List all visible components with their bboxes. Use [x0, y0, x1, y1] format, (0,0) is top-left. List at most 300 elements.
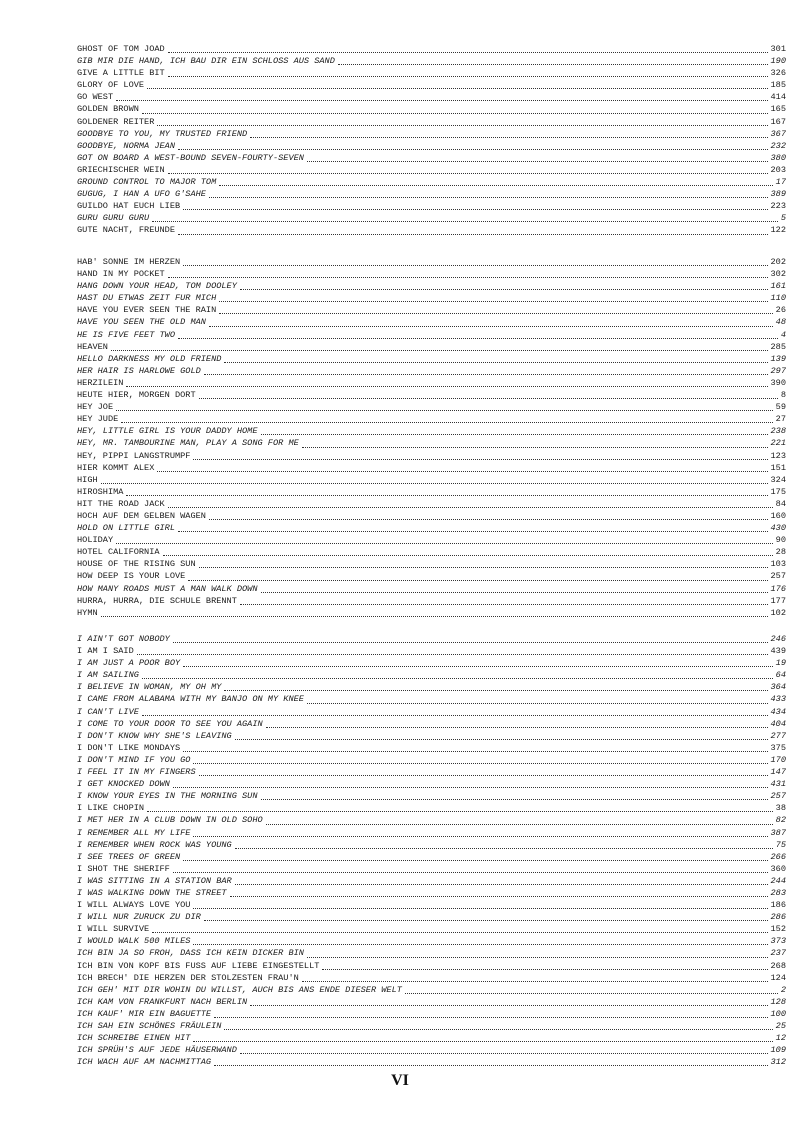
index-entry: [77, 188, 786, 200]
entry-title: I CAN'T LIVE: [77, 706, 139, 717]
entry-title: I COME TO YOUR DOOR TO SEE YOU AGAIN: [77, 718, 263, 729]
entry-title: HEY, MR. TAMBOURINE MAN, PLAY A SONG FOR ME: [77, 438, 299, 449]
entry-title: GRIECHISCHER WEIN: [77, 164, 165, 175]
index-entry: [77, 329, 786, 341]
dot-leader: [168, 76, 768, 77]
entry-page-number: 103: [770, 559, 786, 570]
index-entry: [77, 377, 786, 389]
index-entry: [77, 425, 786, 437]
entry-title: I FEEL IT IN MY FINGERS: [77, 767, 196, 778]
entry-title: I WILL SURVIVE: [77, 924, 150, 935]
entry-title: ICH KAUF' MIR EIN BAGUETTE: [77, 1008, 212, 1019]
dot-leader: [235, 848, 773, 849]
entry-title: HEY JOE: [77, 402, 114, 413]
dot-leader: [126, 495, 767, 496]
index-entry: [77, 1044, 786, 1056]
dot-leader: [240, 289, 768, 290]
entry-page-number: 27: [775, 414, 786, 425]
dot-leader: [302, 981, 768, 982]
dot-leader: [235, 884, 768, 885]
entry-title: GOT ON BOARD A WEST-BOUND SEVEN-FOURTY-SEVEN: [77, 152, 304, 163]
index-entry: [77, 510, 786, 522]
entry-page-number: 202: [770, 257, 786, 267]
index-entry: [77, 268, 786, 280]
entry-page-number: 373: [770, 936, 786, 947]
entry-page-number: 190: [770, 56, 786, 67]
entry-title: ICH SAH EIN SCHÖNES FRÄULEIN: [77, 1021, 222, 1031]
index-entry: [77, 437, 786, 449]
entry-page-number: 364: [770, 682, 786, 693]
dot-leader: [116, 543, 773, 544]
entry-title: HOUSE OF THE RISING SUN: [77, 559, 196, 570]
entry-title: GIB MIR DIE HAND, ICH BAU DIR EIN SCHLOSS AUS SAND: [77, 56, 335, 67]
index-entry: [77, 657, 786, 669]
entry-page-number: 439: [770, 646, 786, 657]
entry-title: HEY JUDE: [77, 414, 119, 425]
entry-title: GUGUG, I HAN A UFO G'SAHE: [77, 189, 206, 200]
entry-page-number: 232: [770, 140, 786, 151]
entry-title: I DON'T LIKE MONDAYS: [77, 742, 181, 753]
index-entry: [77, 827, 786, 839]
dot-leader: [101, 483, 768, 484]
dot-leader: [209, 197, 768, 198]
dot-leader: [152, 932, 767, 933]
entry-page-number: 28: [775, 547, 786, 558]
dot-leader: [209, 326, 773, 327]
entry-title: I AIN'T GOT NOBODY: [77, 634, 170, 644]
dot-leader: [224, 362, 767, 363]
index-entry: [77, 790, 786, 802]
entry-title: ICH WACH AUF AM NACHMITTAG: [77, 1057, 212, 1068]
entry-title: I REMEMBER WHEN ROCK WAS YOUNG: [77, 839, 232, 850]
entry-page-number: 19: [775, 658, 786, 669]
entry-page-number: 4: [780, 329, 786, 340]
index-entry: [77, 474, 786, 486]
index-entry: [77, 923, 786, 935]
dot-leader: [178, 338, 778, 339]
entry-title: I KNOW YOUR EYES IN THE MORNING SUN: [77, 791, 258, 802]
index-entry: [77, 280, 786, 292]
dot-leader: [142, 678, 773, 679]
entry-page-number: 152: [770, 924, 786, 935]
index-section-h: [77, 256, 786, 619]
index-entry: [77, 224, 786, 236]
index-entry: [77, 140, 786, 152]
dot-leader: [126, 386, 767, 387]
index-entry: [77, 960, 786, 972]
entry-title: ICH KAM VON FRANKFURT NACH BERLIN: [77, 996, 248, 1007]
dot-leader: [168, 277, 768, 278]
entry-page-number: 326: [770, 68, 786, 79]
entry-title: HIROSHIMA: [77, 486, 124, 497]
entry-title: ICH BIN VON KOPF BIS FUSS AUF LIEBE EINGESTELLT: [77, 960, 320, 971]
index-entry: [77, 972, 786, 984]
entry-title: HERZILEIN: [77, 377, 124, 388]
dot-leader: [137, 654, 768, 655]
entry-title: HOCH AUF DEM GELBEN WAGEN: [77, 510, 206, 521]
dot-leader: [261, 799, 768, 800]
dot-leader: [240, 604, 768, 605]
entry-title: I SHOT THE SHERIFF: [77, 863, 170, 874]
entry-title: ICH SPRÜH'S AUF JEDE HÄUSERWAND: [77, 1045, 237, 1056]
entry-title: I LIKE CHOPIN: [77, 803, 145, 814]
dot-leader: [322, 969, 767, 970]
entry-title: HAVE YOU EVER SEEN THE RAIN: [77, 305, 217, 316]
index-entry: [77, 742, 786, 754]
dot-leader: [173, 787, 768, 788]
entry-page-number: 297: [770, 365, 786, 376]
entry-page-number: 122: [770, 225, 786, 236]
index-entry: [77, 984, 786, 996]
entry-page-number: 59: [775, 402, 786, 413]
entry-title: I WAS SITTING IN A STATION BAR: [77, 875, 232, 886]
dot-leader: [209, 519, 768, 520]
entry-page-number: 48: [775, 317, 786, 328]
dot-leader: [116, 100, 767, 101]
index-entry: [77, 802, 786, 814]
entry-page-number: 17: [775, 177, 786, 188]
index-entry: [77, 558, 786, 570]
entry-page-number: 124: [770, 972, 786, 983]
entry-title: GO WEST: [77, 92, 114, 103]
entry-page-number: 431: [770, 779, 786, 790]
dot-leader: [173, 872, 768, 873]
entry-title: I WAS WALKING DOWN THE STREET: [77, 887, 227, 898]
dot-leader: [193, 944, 767, 945]
entry-page-number: 185: [770, 80, 786, 91]
index-entry: [77, 814, 786, 826]
entry-page-number: 5: [780, 213, 786, 224]
dot-leader: [193, 763, 767, 764]
entry-title: GUILDO HAT EUCH LIEB: [77, 201, 181, 212]
index-entry: [77, 401, 786, 413]
entry-title: HOLD ON LITTLE GIRL: [77, 523, 175, 534]
dot-leader: [219, 301, 767, 302]
entry-title: I CAME FROM ALABAMA WITH MY BANJO ON MY KNEE: [77, 694, 304, 705]
index-entry: [77, 778, 786, 790]
entry-page-number: 390: [770, 377, 786, 388]
entry-page-number: 151: [770, 462, 786, 473]
entry-title: HAND IN MY POCKET: [77, 269, 165, 280]
index-entry: [77, 875, 786, 887]
index-entry: [77, 935, 786, 947]
entry-title: I AM I SAID: [77, 646, 134, 657]
entry-page-number: 389: [770, 189, 786, 200]
entry-page-number: 404: [770, 718, 786, 729]
index-entry: [77, 67, 786, 79]
entry-page-number: 165: [770, 104, 786, 115]
index-entry: [77, 353, 786, 365]
dot-leader: [168, 173, 768, 174]
entry-title: ICH SCHREIBE EINEN HIT: [77, 1033, 191, 1044]
entry-title: HANG DOWN YOUR HEAD, TOM DOOLEY: [77, 281, 237, 292]
entry-page-number: 223: [770, 201, 786, 212]
dot-leader: [178, 531, 768, 532]
dot-leader: [121, 422, 772, 423]
dot-leader: [219, 185, 772, 186]
entry-page-number: 12: [775, 1033, 786, 1044]
dot-leader: [168, 52, 768, 53]
dot-leader: [183, 860, 767, 861]
entry-title: HAVE YOU SEEN THE OLD MAN: [77, 317, 206, 328]
entry-page-number: 244: [770, 875, 786, 886]
index-entry: [77, 887, 786, 899]
index-entry: [77, 91, 786, 103]
entry-page-number: 257: [770, 571, 786, 582]
entry-title: HER HAIR IS HARLOWE GOLD: [77, 365, 201, 376]
index-entry: [77, 43, 786, 55]
entry-page-number: 186: [770, 900, 786, 911]
dot-leader: [111, 350, 768, 351]
dot-leader: [405, 993, 778, 994]
entry-page-number: 8: [780, 390, 786, 401]
entry-title: GROUND CONTROL TO MAJOR TOM: [77, 177, 217, 188]
dot-leader: [152, 221, 778, 222]
index-entry: [77, 911, 786, 923]
dot-leader: [157, 125, 767, 126]
index-entry: [77, 534, 786, 546]
dot-leader: [163, 555, 773, 556]
entry-page-number: 175: [770, 486, 786, 497]
index-entry: [77, 947, 786, 959]
index-entry: [77, 79, 786, 91]
dot-leader: [204, 374, 768, 375]
entry-title: HEY, LITTLE GIRL IS YOUR DADDY HOME: [77, 426, 258, 437]
dot-leader: [214, 1065, 767, 1066]
index-entry: [77, 718, 786, 730]
entry-page-number: 387: [770, 827, 786, 838]
dot-leader: [183, 666, 773, 667]
dot-leader: [307, 703, 768, 704]
entry-page-number: 238: [770, 426, 786, 437]
entry-page-number: 84: [775, 498, 786, 509]
dot-leader: [266, 727, 768, 728]
entry-page-number: 301: [770, 44, 786, 54]
index-entry: [77, 164, 786, 176]
dot-leader: [168, 507, 773, 508]
dot-leader: [142, 715, 768, 716]
dot-leader: [230, 896, 768, 897]
entry-page-number: 414: [770, 92, 786, 103]
entry-page-number: 147: [770, 767, 786, 778]
index-entry: [77, 607, 786, 619]
entry-page-number: 434: [770, 706, 786, 717]
entry-title: I SEE TREES OF GREEN: [77, 851, 181, 862]
entry-page-number: 302: [770, 269, 786, 280]
entry-title: HOTEL CALIFORNIA: [77, 547, 160, 558]
entry-title: ICH BIN JA SO FROH, DASS ICH KEIN DICKER BIN: [77, 948, 304, 959]
entry-page-number: 38: [775, 803, 786, 814]
index-entry: [77, 839, 786, 851]
index-entry: [77, 706, 786, 718]
index-entry: [77, 730, 786, 742]
entry-page-number: 266: [770, 851, 786, 862]
index-entry: [77, 851, 786, 863]
index-entry: [77, 766, 786, 778]
index-entry: [77, 413, 786, 425]
index-entry: [77, 486, 786, 498]
entry-title: GUTE NACHT, FREUNDE: [77, 225, 175, 236]
entry-page-number: 268: [770, 960, 786, 971]
entry-title: HOW MANY ROADS MUST A MAN WALK DOWN: [77, 583, 258, 594]
dot-leader: [199, 398, 778, 399]
dot-leader: [307, 161, 768, 162]
index-entry: [77, 389, 786, 401]
entry-title: I REMEMBER ALL MY LIFE: [77, 827, 191, 838]
entry-title: HEY, PIPPI LANGSTRUMPF: [77, 450, 191, 461]
entry-page-number: 430: [770, 523, 786, 534]
index-entry: [77, 292, 786, 304]
dot-leader: [178, 234, 768, 235]
entry-page-number: 167: [770, 116, 786, 127]
entry-title: GOODBYE TO YOU, MY TRUSTED FRIEND: [77, 128, 248, 139]
entry-page-number: 170: [770, 754, 786, 765]
dot-leader: [116, 410, 773, 411]
index-entry: [77, 681, 786, 693]
entry-page-number: 176: [770, 583, 786, 594]
index-entry: [77, 152, 786, 164]
entry-page-number: 203: [770, 164, 786, 175]
dot-leader: [173, 642, 768, 643]
index-entry: [77, 693, 786, 705]
entry-page-number: 324: [770, 474, 786, 485]
index-entry: [77, 176, 786, 188]
index-entry: [77, 996, 786, 1008]
index-entry: [77, 116, 786, 128]
entry-page-number: 139: [770, 353, 786, 364]
dot-leader: [219, 313, 772, 314]
index-entry: [77, 522, 786, 534]
entry-title: ICH GEH' MIT DIR WOHIN DU WILLST, AUCH BIS ANS ENDE DIESER WELT: [77, 984, 402, 995]
entry-page-number: 286: [770, 912, 786, 923]
entry-title: I WOULD WALK 500 MILES: [77, 936, 191, 947]
entry-title: HURRA, HURRA, DIE SCHULE BRENNT: [77, 595, 237, 606]
entry-title: HAB' SONNE IM HERZEN: [77, 257, 181, 267]
entry-title: I BELIEVE IN WOMAN, MY OH MY: [77, 682, 222, 693]
entry-title: GOLDENER REITER: [77, 116, 155, 127]
entry-page-number: 2: [780, 984, 786, 995]
entry-page-number: 75: [775, 839, 786, 850]
entry-title: ICH BRECH' DIE HERZEN DER STOLZESTEN FRAU'N: [77, 972, 299, 983]
dot-leader: [214, 1017, 767, 1018]
dot-leader: [188, 580, 767, 581]
entry-title: GIVE A LITTLE BIT: [77, 68, 165, 79]
entry-page-number: 64: [775, 670, 786, 681]
index-entry: [77, 462, 786, 474]
entry-page-number: 161: [770, 281, 786, 292]
entry-page-number: 237: [770, 948, 786, 959]
dot-leader: [157, 471, 767, 472]
entry-title: I WILL ALWAYS LOVE YOU: [77, 900, 191, 911]
index-entry: [77, 103, 786, 115]
dot-leader: [224, 1029, 772, 1030]
entry-title: HOW DEEP IS YOUR LOVE: [77, 571, 186, 582]
entry-page-number: 380: [770, 152, 786, 163]
page-number: VI: [391, 1072, 409, 1089]
entry-title: HEUTE HIER, MORGEN DORT: [77, 390, 196, 401]
entry-page-number: 360: [770, 863, 786, 874]
index-entry: [77, 256, 786, 268]
dot-leader: [224, 690, 767, 691]
entry-title: I AM JUST A POOR BOY: [77, 658, 181, 669]
dot-leader: [183, 751, 767, 752]
index-entry: [77, 55, 786, 67]
dot-leader: [183, 209, 767, 210]
entry-title: HE IS FIVE FEET TWO: [77, 329, 175, 340]
entry-title: I DON'T KNOW WHY SHE'S LEAVING: [77, 730, 232, 741]
entry-page-number: 100: [770, 1008, 786, 1019]
dot-leader: [261, 434, 768, 435]
entry-page-number: 102: [770, 607, 786, 618]
index-entry: [77, 1008, 786, 1020]
index-entry: [77, 570, 786, 582]
dot-leader: [193, 459, 767, 460]
dot-leader: [193, 908, 767, 909]
index-entry: [77, 633, 786, 645]
index-entry: [77, 899, 786, 911]
entry-page-number: 123: [770, 450, 786, 461]
entry-title: I AM SAILING: [77, 670, 139, 681]
entry-title: HELLO DARKNESS MY OLD FRIEND: [77, 353, 222, 364]
dot-leader: [250, 1005, 767, 1006]
entry-title: HIGH: [77, 474, 98, 485]
entry-title: HOLIDAY: [77, 535, 114, 546]
dot-leader: [142, 113, 768, 114]
dot-leader: [338, 64, 768, 65]
index-entry: [77, 450, 786, 462]
index-entry: [77, 1056, 786, 1068]
entry-title: GURU GURU GURU: [77, 213, 150, 224]
entry-page-number: 285: [770, 341, 786, 352]
entry-title: HIT THE ROAD JACK: [77, 498, 165, 509]
entry-page-number: 246: [770, 634, 786, 644]
index-entry: [77, 1020, 786, 1032]
index-entry: [77, 583, 786, 595]
entry-page-number: 277: [770, 730, 786, 741]
entry-page-number: 283: [770, 887, 786, 898]
index-entry: [77, 212, 786, 224]
index-entry: [77, 1032, 786, 1044]
entry-page-number: 26: [775, 305, 786, 316]
dot-leader: [147, 88, 767, 89]
entry-page-number: 177: [770, 595, 786, 606]
dot-leader: [199, 567, 768, 568]
entry-page-number: 433: [770, 694, 786, 705]
index-entry: [77, 304, 786, 316]
dot-leader: [240, 1053, 768, 1054]
entry-title: HEAVEN: [77, 341, 108, 352]
index-entry: [77, 498, 786, 510]
dot-leader: [302, 447, 768, 448]
index-entry: [77, 669, 786, 681]
dot-leader: [183, 265, 767, 266]
dot-leader: [235, 739, 768, 740]
entry-title: HYMN: [77, 607, 98, 618]
index-entry: [77, 863, 786, 875]
dot-leader: [204, 920, 768, 921]
dot-leader: [199, 775, 768, 776]
index-entry: [77, 595, 786, 607]
entry-page-number: 367: [770, 128, 786, 139]
entry-title: GLORY OF LOVE: [77, 80, 145, 91]
entry-title: GOODBYE, NORMA JEAN: [77, 140, 175, 151]
entry-page-number: 90: [775, 535, 786, 546]
index-entry: [77, 316, 786, 328]
entry-page-number: 221: [770, 438, 786, 449]
dot-leader: [101, 616, 768, 617]
index-entry: [77, 645, 786, 657]
entry-page-number: 312: [770, 1057, 786, 1068]
